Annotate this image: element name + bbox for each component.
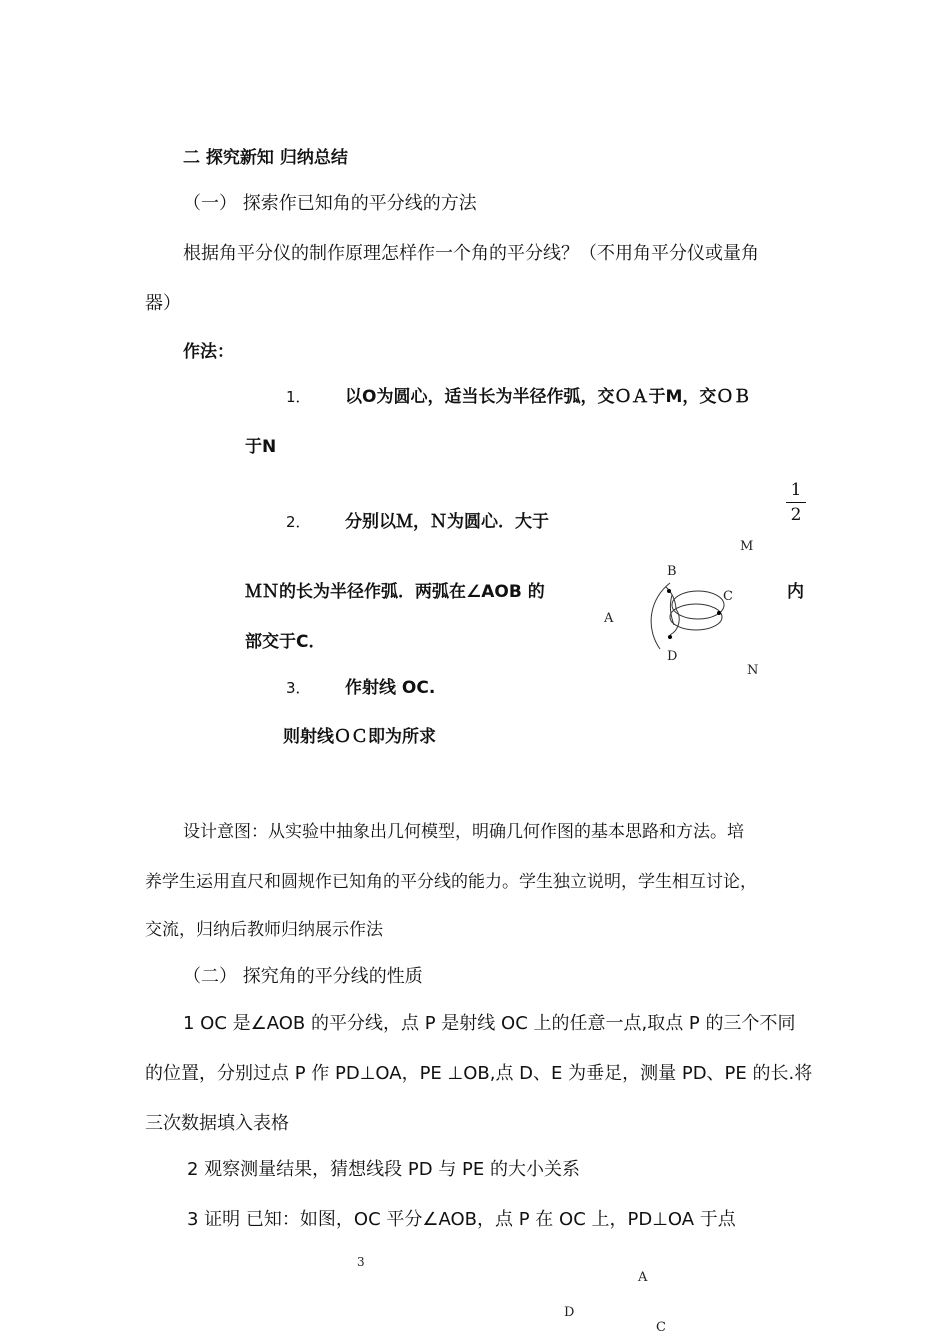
conclusion-line: 则射线ＯＣ即为所求	[283, 727, 436, 747]
step-2-text: 分别以Ｍ，Ｎ为圆心．大于	[345, 512, 549, 532]
step-1-text: 以O为圆心，适当长为半径作弧，交ＯＡ于M，交ＯＢ	[345, 387, 751, 407]
fraction-numerator: 1	[790, 480, 802, 500]
arc-left	[651, 583, 670, 649]
point-d-dot	[668, 635, 672, 639]
property-1-line-1: 1 OC 是∠AOB 的平分线，点 P 是射线 OC 上的任意一点,取点 P 的三个不同	[183, 1013, 796, 1034]
step-2-inner-word: 内	[787, 582, 804, 602]
arc-ellipse-top	[672, 591, 724, 619]
step-1-continuation: 于N	[245, 437, 277, 457]
fraction-bar	[786, 502, 806, 503]
fig2-label-c: C	[656, 1320, 666, 1335]
fig1-label-a: A	[604, 611, 614, 626]
step-1-number: 1．	[286, 388, 311, 406]
step-2-line-3: 部交于C．	[245, 632, 326, 652]
arc-ellipse-bottom	[670, 604, 722, 630]
page-number: 3	[357, 1255, 365, 1269]
question-line-2: 器）	[145, 293, 181, 314]
one-half-fraction	[786, 480, 806, 525]
angle-bisector-figure	[620, 565, 800, 685]
question-line-1: 根据角平分仪的制作原理怎样作一个角的平分线？（不用角平分仪或量角	[183, 243, 759, 264]
fig2-label-a: A	[638, 1270, 648, 1285]
method-label: 作法：	[183, 342, 234, 362]
subsection-2-title: （二） 探究角的平分线的性质	[183, 966, 423, 987]
step-3-number: 3．	[286, 679, 311, 697]
design-intent-line-1: 设计意图：从实验中抽象出几何模型，明确几何作图的基本思路和方法。培	[183, 822, 744, 842]
fig1-label-c: C	[723, 589, 733, 604]
point-c-dot	[717, 611, 721, 615]
design-intent-line-3: 交流，归纳后教师归纳展示作法	[145, 920, 383, 940]
property-1-line-3: 三次数据填入表格	[145, 1113, 289, 1134]
property-2-line: 2 观察测量结果，猜想线段 PD 与 PE 的大小关系	[187, 1159, 581, 1180]
subsection-1-title: （一） 探索作已知角的平分线的方法	[183, 193, 477, 214]
step-3-text: 作射线 OC.	[345, 678, 436, 698]
step-2-line-2: ＭＮ的长为半径作弧．两弧在∠AOB 的	[245, 582, 545, 602]
fig1-label-b: B	[667, 564, 677, 579]
property-3-line: 3 证明 已知：如图，OC 平分∠AOB，点 P 在 OC 上，PD⊥OA 于点	[187, 1209, 736, 1230]
section-heading: 二 探究新知 归纳总结	[183, 148, 348, 168]
fig1-label-m: M	[740, 539, 754, 554]
fig1-label-d: D	[667, 649, 678, 664]
property-1-line-2: 的位置，分别过点 P 作 PD⊥OA，PE ⊥OB,点 D、E 为垂足，测量 PD、PE 的长.将	[145, 1063, 813, 1084]
design-intent-line-2: 养学生运用直尺和圆规作已知角的平分线的能力。学生独立说明，学生相互讨论，	[145, 872, 757, 892]
fraction-denominator: 2	[790, 505, 802, 525]
fig2-label-d: D	[564, 1305, 575, 1320]
point-b-dot	[667, 589, 671, 593]
step-2-number: 2．	[286, 513, 311, 531]
fig1-label-n: N	[747, 663, 759, 678]
